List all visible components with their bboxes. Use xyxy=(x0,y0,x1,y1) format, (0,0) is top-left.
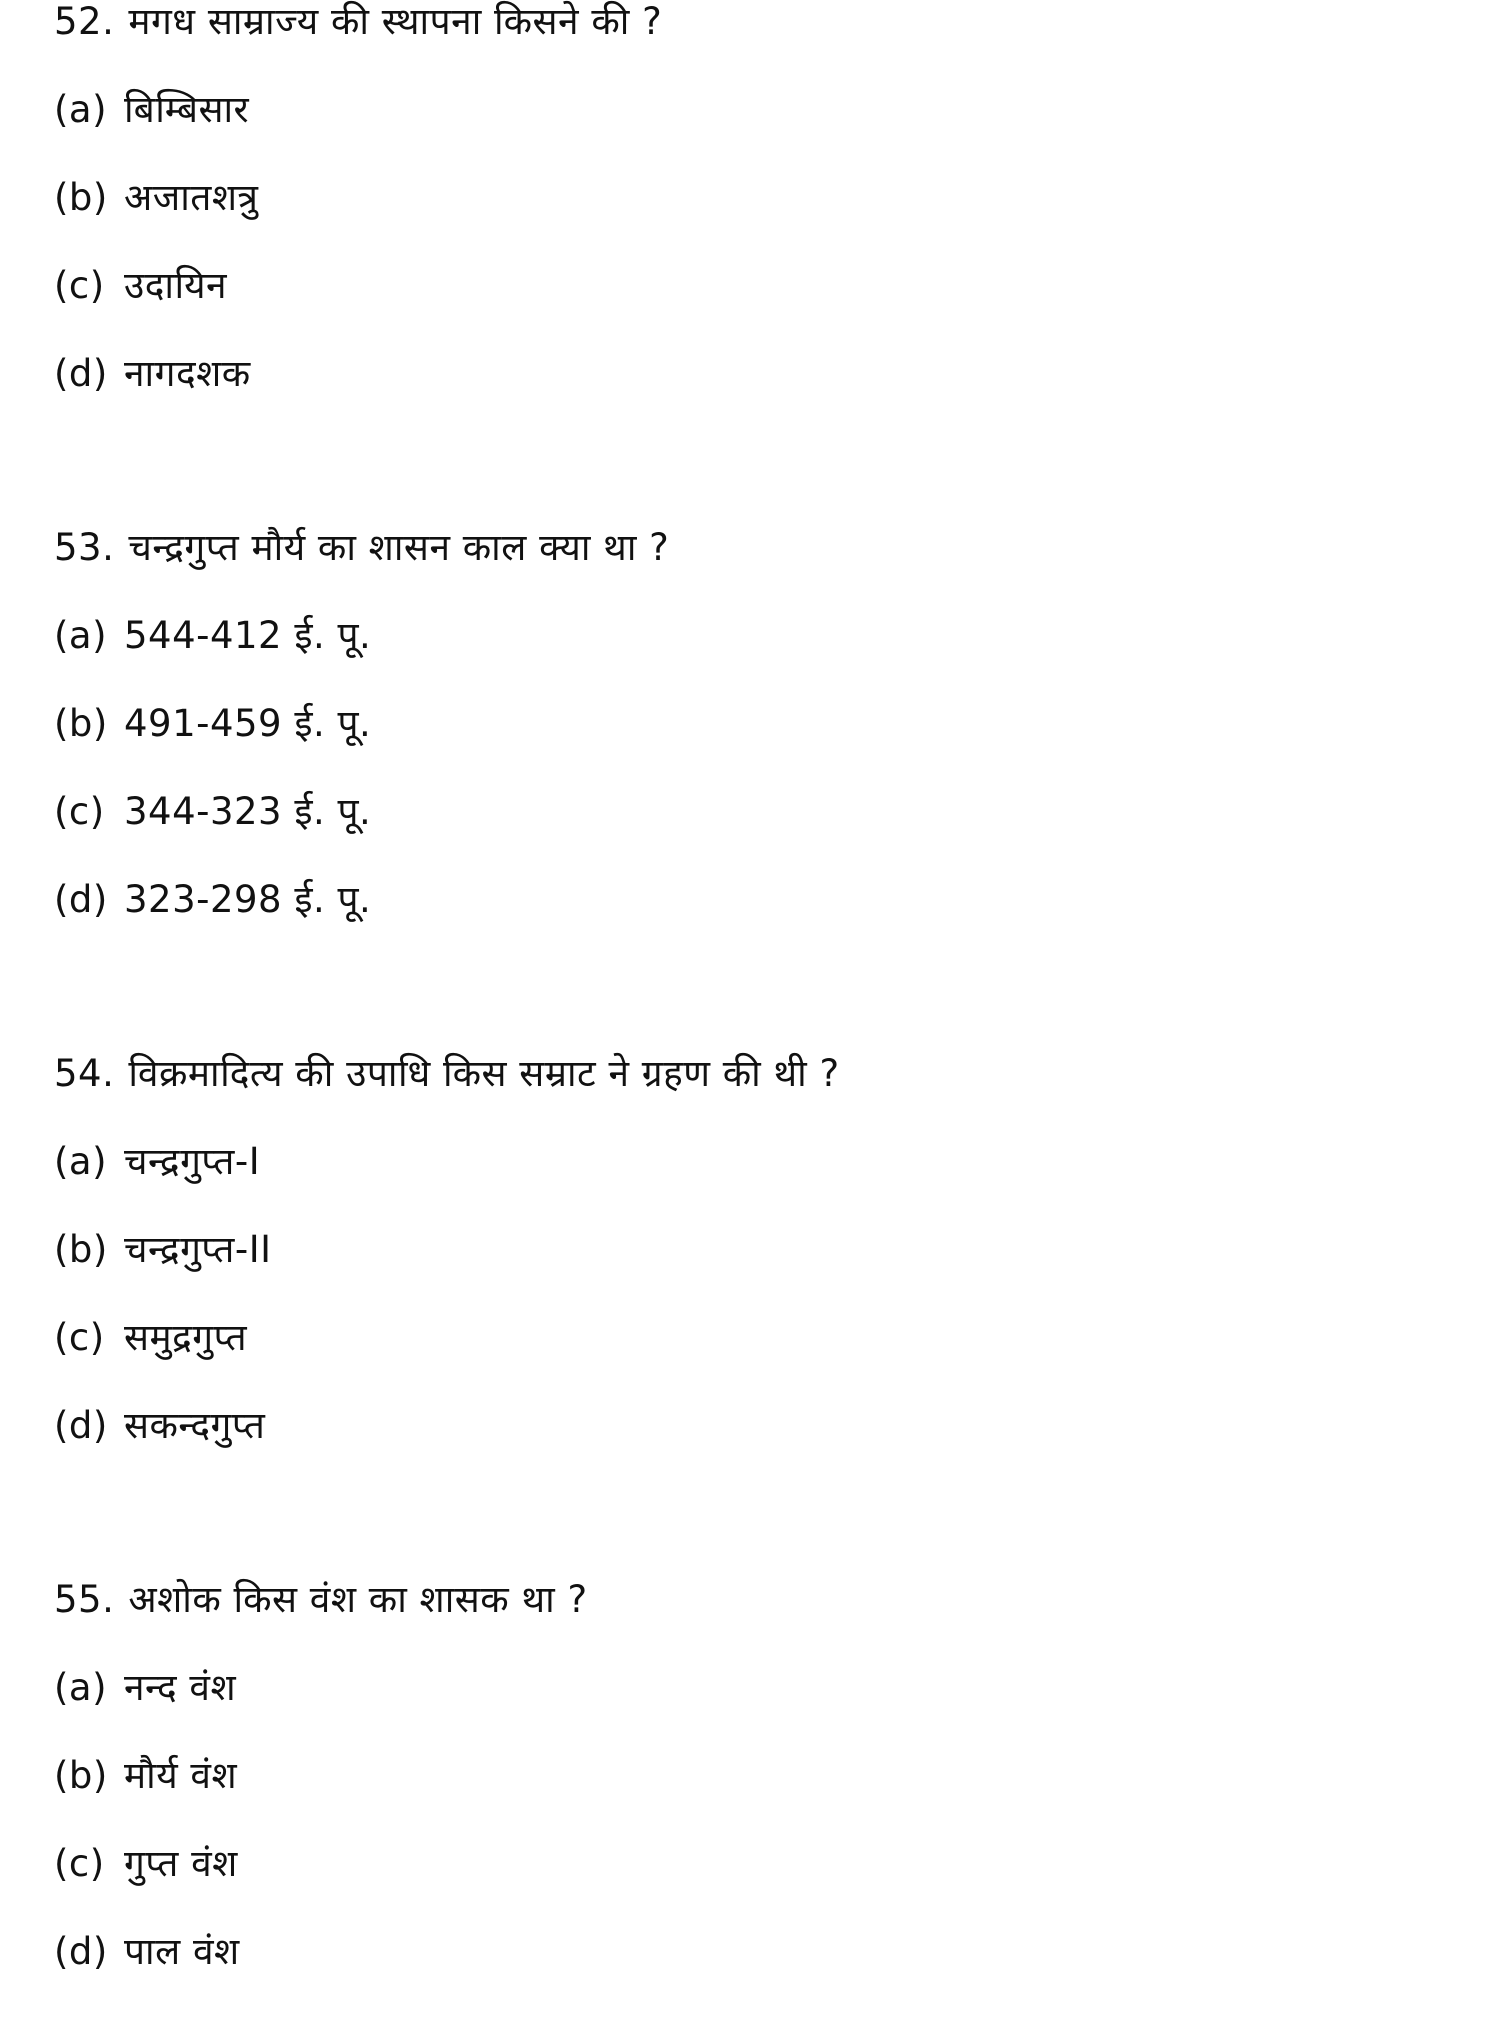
question-number: 55. xyxy=(54,1578,115,1621)
option-text: नागदशक xyxy=(124,352,251,395)
option-b[interactable] xyxy=(54,154,1454,242)
option-b[interactable] xyxy=(54,1732,1454,1820)
option-label: (b) xyxy=(54,176,108,219)
option-label: (b) xyxy=(54,702,108,745)
option-text: उदायिन xyxy=(124,264,228,307)
question-52 xyxy=(54,0,1454,418)
option-label: (c) xyxy=(54,790,105,833)
option-text: पाल वंश xyxy=(124,1930,240,1973)
question-line xyxy=(54,1030,1454,1118)
question-number: 54. xyxy=(54,1052,115,1095)
option-a[interactable] xyxy=(54,592,1454,680)
option-label: (a) xyxy=(54,1140,108,1183)
option-d[interactable] xyxy=(54,856,1454,944)
question-line xyxy=(54,504,1454,592)
question-text: चन्द्रगुप्त मौर्य का शासन काल क्या था ? xyxy=(128,526,670,569)
option-text: 544-412 ई. पू. xyxy=(124,614,372,657)
option-c[interactable] xyxy=(54,768,1454,856)
option-text: चन्द्रगुप्त-II xyxy=(124,1228,272,1271)
option-label: (a) xyxy=(54,614,108,657)
question-53 xyxy=(54,504,1454,944)
question-line xyxy=(54,0,1454,66)
option-label: (a) xyxy=(54,88,108,131)
option-label: (a) xyxy=(54,1666,108,1709)
option-text: 344-323 ई. पू. xyxy=(124,790,372,833)
option-a[interactable] xyxy=(54,66,1454,154)
question-text: अशोक किस वंश का शासक था ? xyxy=(128,1578,588,1621)
question-number: 53. xyxy=(54,526,115,569)
option-label: (c) xyxy=(54,1316,105,1359)
option-label: (d) xyxy=(54,878,108,921)
question-text: विक्रमादित्य की उपाधि किस सम्राट ने ग्रहण की थी ? xyxy=(128,1052,840,1095)
question-55 xyxy=(54,1556,1454,1996)
question-54 xyxy=(54,1030,1454,1470)
option-label: (c) xyxy=(54,264,105,307)
option-d[interactable] xyxy=(54,1382,1454,1470)
option-label: (b) xyxy=(54,1754,108,1797)
option-text: 491-459 ई. पू. xyxy=(124,702,372,745)
option-label: (d) xyxy=(54,1930,108,1973)
option-c[interactable] xyxy=(54,1820,1454,1908)
option-d[interactable] xyxy=(54,1908,1454,1996)
option-b[interactable] xyxy=(54,1206,1454,1294)
option-text: अजातशत्रु xyxy=(124,176,259,219)
option-c[interactable] xyxy=(54,242,1454,330)
option-a[interactable] xyxy=(54,1644,1454,1732)
option-text: मौर्य वंश xyxy=(124,1754,238,1797)
question-text: मगध साम्राज्य की स्थापना किसने की ? xyxy=(128,0,663,43)
option-text: चन्द्रगुप्त-I xyxy=(124,1140,261,1183)
option-text: बिम्बिसार xyxy=(124,88,250,131)
question-line xyxy=(54,1556,1454,1644)
option-text: सकन्दगुप्त xyxy=(124,1404,266,1447)
option-label: (d) xyxy=(54,352,108,395)
option-a[interactable] xyxy=(54,1118,1454,1206)
option-label: (b) xyxy=(54,1228,108,1271)
option-text: गुप्त वंश xyxy=(124,1842,238,1885)
option-text: समुद्रगुप्त xyxy=(124,1316,248,1359)
option-d[interactable] xyxy=(54,330,1454,418)
option-label: (c) xyxy=(54,1842,105,1885)
question-number: 52. xyxy=(54,0,115,43)
option-text: नन्द वंश xyxy=(124,1666,237,1709)
option-b[interactable] xyxy=(54,680,1454,768)
option-label: (d) xyxy=(54,1404,108,1447)
option-text: 323-298 ई. पू. xyxy=(124,878,372,921)
option-c[interactable] xyxy=(54,1294,1454,1382)
